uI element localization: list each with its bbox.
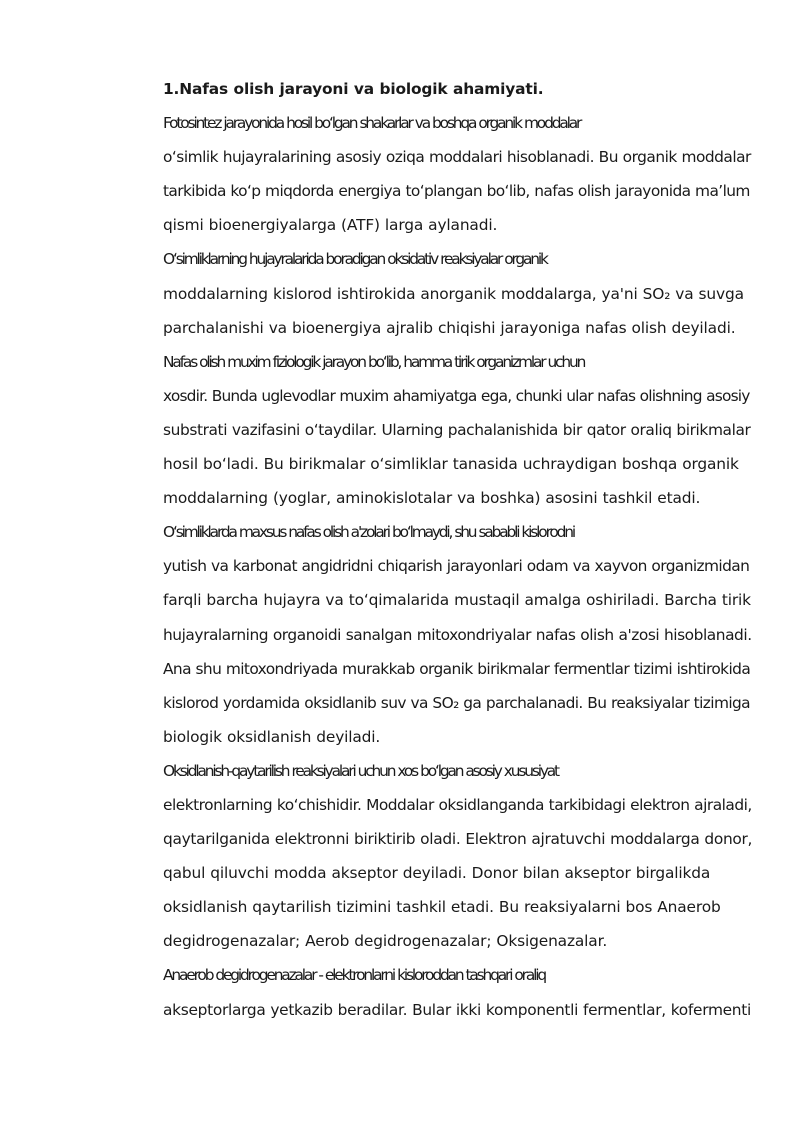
paragraph-line: moddalarning (yoglar, aminokislotalar va boshka) asosini tashkil etadi. (163, 489, 701, 508)
paragraph-line: degidrogenazalar; Aerob degidrogenazalar; Oksigenazalar. (163, 932, 608, 951)
paragraph-line: oʻsimlik hujayralarining asosiy oziqa moddalari hisoblanadi. Bu organik moddalar (163, 148, 751, 167)
paragraph-4 (116, 515, 752, 754)
paragraph-line: Ana shu mitoxondriyada murakkab organik birikmalar fermentlar tizimi ishtirokida (163, 659, 751, 678)
paragraph-line: Anaerob degidrogenazalar - elektronlarni kisloroddan tashqari oraliq (163, 966, 545, 985)
paragraph-line: yutish va karbonat angidridni chiqarish jarayonlari odam va xayvon organizmidan (163, 557, 750, 576)
paragraph-5 (116, 754, 752, 959)
paragraph-line: qabul qiluvchi modda akseptor deyiladi. Donor bilan akseptor birgalikda (163, 864, 711, 883)
paragraph-2 (116, 242, 752, 344)
paragraph-line: xosdir. Bunda uglevodlar muxim ahamiyatga ega, chunki ular nafas olishning asosiy (163, 386, 750, 405)
paragraph-line: biologik oksidlanish deyiladi. (163, 727, 381, 746)
paragraph-line: Oʻsimliklarda maxsus nafas olish a'zolari boʻlmaydi, shu sababli kislorodni (163, 523, 575, 542)
paragraph-1 (116, 106, 752, 242)
paragraph-line: tarkibida koʻp miqdorda energiya toʻplangan boʻlib, nafas olish jarayonida maʼlum (163, 182, 750, 201)
document-page (116, 72, 752, 1027)
paragraph-line: qaytarilganida elektronni biriktirib oladi. Elektron ajratuvchi moddalarga donor, (163, 830, 753, 849)
paragraph-line: Fotosintez jarayonida hosil boʻlgan shakarlar va boshqa organik moddalar (163, 114, 581, 133)
paragraph-line: moddalarning kislorod ishtirokida anorganik moddalarga, ya'ni SO₂ va suvga (163, 284, 744, 303)
paragraph-line: akseptorlarga yetkazib beradilar. Bular ikki komponentli fermentlar, kofermenti (163, 1000, 751, 1019)
paragraph-line: elektronlarning koʻchishidir. Moddalar oksidlanganda tarkibidagi elektron ajraladi, (163, 795, 752, 814)
paragraph-line: hujayralarning organoidi sanalgan mitoxondriyalar nafas olish a'zosi hisoblanadi. (163, 625, 752, 644)
paragraph-6 (116, 958, 752, 1026)
paragraph-line: substrati vazifasini oʻtaydilar. Ularning pachalanishida bir qator oraliq birikmalar (163, 420, 751, 439)
paragraph-line: farqli barcha hujayra va toʻqimalarida mustaqil amalga oshiriladi. Barcha tirik (163, 591, 751, 610)
paragraph-line: hosil boʻladi. Bu birikmalar oʻsimliklar tanasida uchraydigan boshqa organik (163, 455, 739, 474)
paragraph-line: Oʻsimliklarning hujayralarida boradigan oksidativ reaksiyalar organik (163, 250, 547, 269)
paragraph-line: parchalanishi va bioenergiya ajralib chiqishi jarayoniga nafas olish deyiladi. (163, 318, 736, 337)
paragraph-line: qismi bioenergiyalarga (ATF) larga aylanadi. (163, 216, 498, 235)
section-heading: 1.Nafas olish jarayoni va biologik ahamiyati. (163, 80, 544, 98)
paragraph-line: oksidlanish qaytarilish tizimini tashkil etadi. Bu reaksiyalarni bos Anaerob (163, 898, 721, 917)
paragraph-line: Nafas olish muxim fiziologik jarayon boʻlib, hamma tirik organizmlar uchun (163, 352, 585, 371)
paragraph-line: kislorod yordamida oksidlanib suv va SO₂ ga parchalanadi. Bu reaksiyalar tizimiga (163, 693, 751, 712)
paragraph-3 (116, 345, 752, 515)
paragraph-line: Oksidlanish-qaytarilish reaksiyalari uchun xos boʻlgan asosiy xususiyat (163, 761, 558, 780)
